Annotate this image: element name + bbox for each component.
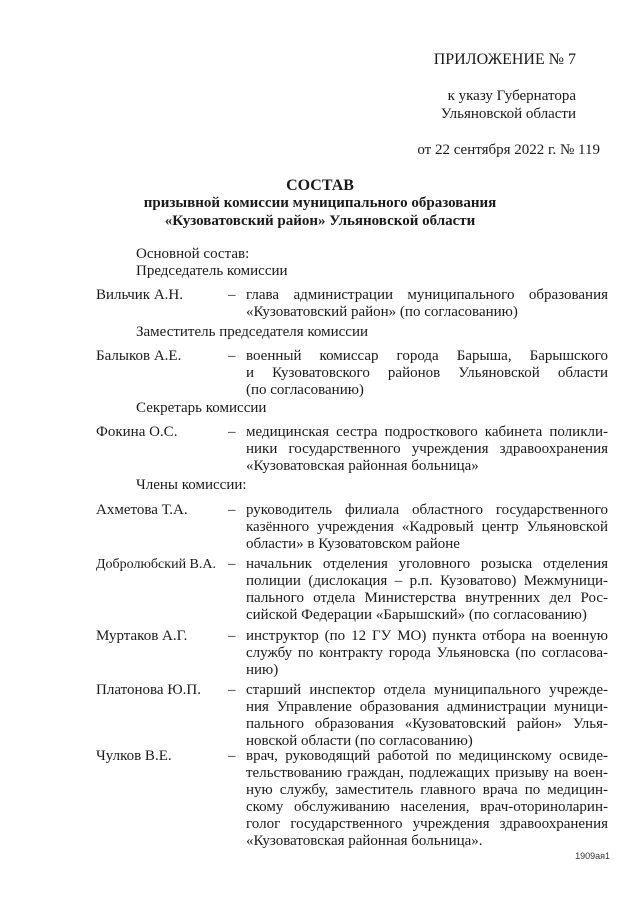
dash-separator: – [228,628,236,644]
section-secretary: Секретарь комиссии [136,400,267,416]
member-name: Ахметова Т.А. [96,502,188,518]
member-position: руководитель филиала областного государственного казённого учреждения «Кадровый центр Ульяновской области» в Кузоватовском районе [246,502,608,552]
member-name: Фокина О.С. [96,424,178,440]
date-number-label: от 22 сентября 2022 г. № 119 [417,142,600,158]
to-decree-label: к указу Губернатора [447,88,576,104]
dash-separator: – [228,748,236,764]
member-name: Платонова Ю.П. [96,682,202,698]
region-label: Ульяновской области [440,106,576,122]
section-chairman: Председатель комиссии [136,263,288,279]
dash-separator: – [228,348,236,364]
title-line-1: призывной комиссии муниципального образования [143,195,497,211]
section-members: Члены комиссии: [136,477,247,493]
member-position: глава администрации муниципального образования «Кузоватовский район» (по согласованию) [246,287,608,320]
dash-separator: – [228,424,236,440]
appendix-label: ПРИЛОЖЕНИЕ № 7 [433,51,576,68]
member-name: Балыков А.Е. [96,348,182,364]
member-position: старший инспектор отдела муниципального учрежде- ния Управление образования администрации муници- пального образования «Кузоватовский район» Улья- новской области (по согласованию) [246,682,608,749]
member-name: Добролюбский В.А. [96,557,217,572]
member-position: инструктор (по 12 ГУ МО) пункта отбора на военную службу по контракту города Ульяновска (по согласова- нию) [246,628,608,678]
dash-separator: – [228,556,236,572]
member-position: военный комиссар города Барыша, Барышского и Кузоватовского районов Ульяновской области (по согласованию) [246,348,608,398]
document-code: 1909ая1 [575,851,610,861]
section-main-composition: Основной состав: [136,246,250,262]
document-title: СОСТАВ [286,177,354,194]
dash-separator: – [228,502,236,518]
member-name: Вильчик А.Н. [96,287,183,303]
member-name: Чулков В.Е. [96,748,172,764]
member-name: Муртаков А.Г. [96,628,188,644]
dash-separator: – [228,682,236,698]
section-deputy: Заместитель председателя комиссии [136,324,369,340]
dash-separator: – [228,287,236,303]
member-position: врач, руководящий работой по медицинскому освиде- тельствованию граждан, подлежащих призыву на воен- ную службу, заместитель главного врача по медицин- скому обслуживанию населения, врач-оториноларин- голог государственного учреждения здравоохранения «Кузоватовская районная больница». [246,748,608,849]
member-position: медицинская сестра подросткового кабинета поликли- ники государственного учреждения здравоохранения «Кузоватовская районная больница» [246,424,608,474]
title-line-2: «Кузоватовский район» Ульяновской области [164,213,476,229]
member-position: начальник отделения уголовного розыска отделения полиции (дислокация – р.п. Кузоватово) Межмуници- пального отдела Министерства внутренних дел Рос- сийской Федерации «Барышский» (по согласованию) [246,556,608,623]
